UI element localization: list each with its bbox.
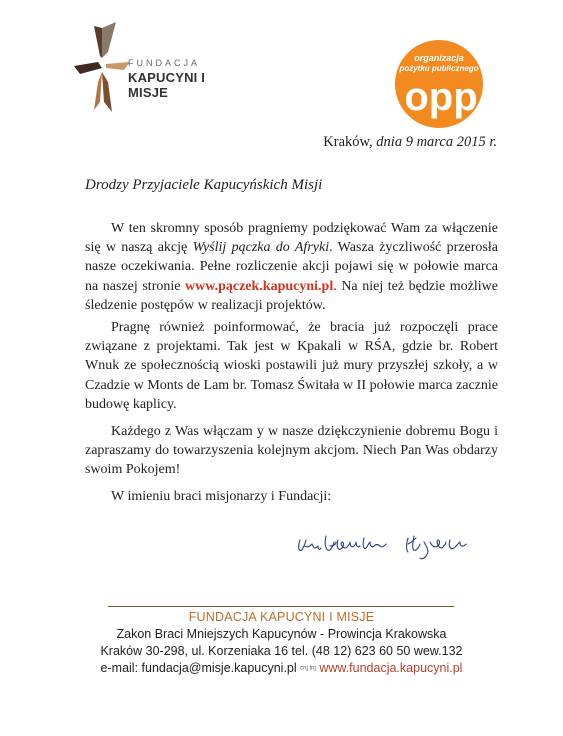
p1-part2: . Wasza życzliwość przerosła nasze oczekiwania. Pełne rozliczenie akcji pojawi się w połowie marca na naszej stronie: [85, 240, 498, 294]
opp-letters: opp: [404, 75, 478, 119]
opp-line1: organizacja: [414, 53, 464, 63]
salutation: Drodzy Przyjaciele Kapucyńskich Misji: [85, 177, 323, 193]
opp-line2: pożytku publicznego: [399, 64, 479, 73]
footer-email-link[interactable]: e-mail: fundacja@misje.kapucyni.pl: [100, 661, 297, 675]
handwritten-signature: [294, 528, 494, 568]
date-city: Kraków,: [323, 134, 373, 150]
campaign-name: Wyślij pączka do Afryki: [192, 240, 330, 256]
date-text: dnia 9 marca 2015 r.: [376, 134, 497, 150]
footer-separator: cnj tnj: [300, 665, 316, 672]
opp-logo-icon: [393, 38, 485, 130]
p1-part1: W ten skromny sposób pragniemy podziękować Wam za włączenie się w naszą akcję: [85, 221, 498, 256]
letter-date: [323, 134, 497, 151]
paragraph-projects: Pragnę również poinformować, że bracia już rozpoczęli prace związane z projektami. Tak jest w Kpakali w RŚA, gdzie br. Robert Wnuk ze społecznością wioski postawili już mury przyszłej szkoły, a w Czadzie w Monts de Lam br. Tomasz Świtała w II połowie marca zacznie budowę kaplicy.: [85, 320, 498, 412]
logo-small-text: FUNDACJA: [128, 58, 201, 68]
opp-badge: [393, 38, 485, 130]
paragraph-closing: W imieniu braci misjonarzy i Fundacji:: [111, 489, 332, 504]
footer-contact-line: [0, 661, 563, 675]
footer-website-link[interactable]: www.fundacja.kapucyni.pl: [319, 661, 463, 675]
p1-part3: . Na niej też będzie możliwe śledzenie postępów w realizacji projektów.: [85, 278, 498, 313]
footer-divider: [108, 606, 454, 607]
foundation-logo: [72, 22, 242, 114]
footer-address-line1: Zakon Braci Mniejszych Kapucynów - Prowincja Krakowska: [116, 627, 447, 641]
cross-logo-icon: [72, 22, 132, 114]
footer-title: FUNDACJA KAPUCYNI I MISJE: [188, 610, 375, 624]
paragraph-blessing: Każdego z Was włączam y w nasze dziękczynienie dobremu Bogu i zapraszamy do towarzyszenia kolejnym akcjom. Niech Pan Was obdarzy swoim Pokojem!: [85, 424, 498, 478]
logo-big-text: KAPUCYNI I MISJE: [128, 70, 206, 100]
footer-address-line2: Kraków 30-298, ul. Korzeniaka 16 tel. (48 12) 623 60 50 wew.132: [100, 644, 463, 658]
paragraph-thanks: [85, 219, 498, 315]
campaign-url-link[interactable]: www.pączek.kapucyni.pl: [185, 278, 334, 294]
